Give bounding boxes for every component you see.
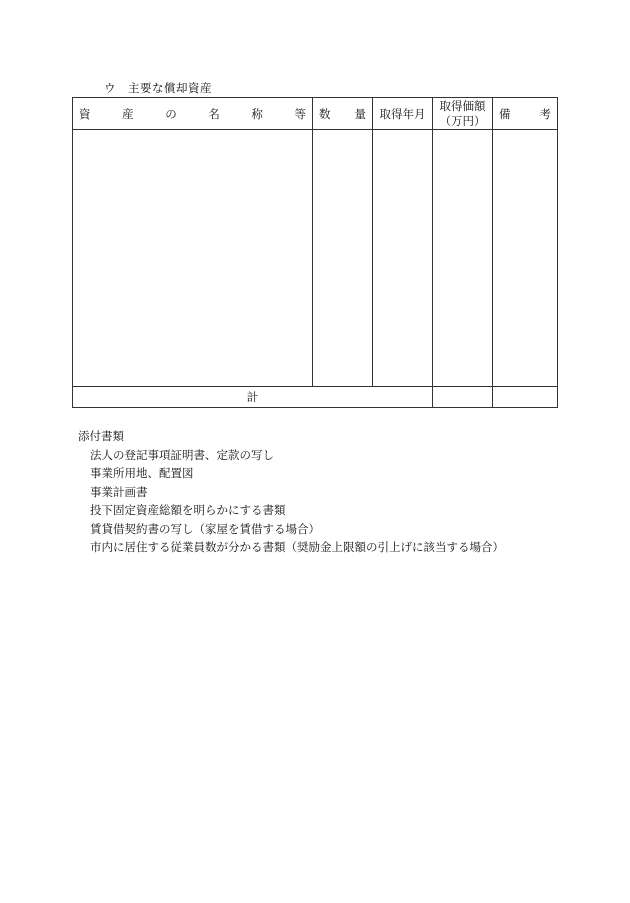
attachments-section: [78, 427, 504, 557]
table-body-row: [73, 130, 558, 387]
cell-acquired-date: [373, 130, 433, 387]
header-acquired-date: 取得年月: [373, 98, 433, 130]
header-acquired-value: 取得価額 （万円）: [433, 98, 493, 130]
attachments-list: [78, 446, 504, 557]
table-total-row: [73, 387, 558, 408]
list-item: 賃貸借契約書の写し（家屋を賃借する場合）: [90, 521, 320, 536]
list-item: 事業計画書: [90, 484, 148, 499]
header-asset-name: 資 産 の 名 称 等: [73, 98, 313, 130]
table-header-row: [73, 98, 558, 130]
cell-acquired-value: [433, 130, 493, 387]
section-title: ウ 主要な償却資産: [104, 81, 212, 95]
total-acquired-value: [433, 387, 493, 408]
list-item: 事業所用地、配置図: [90, 466, 194, 480]
header-quantity: 数 量: [313, 98, 373, 130]
total-remarks: [493, 387, 558, 408]
list-item: 法人の登記事項証明書、定款の写し: [90, 447, 274, 462]
cell-remarks: [493, 130, 558, 387]
assets-table: [72, 97, 558, 408]
list-item: 市内に居住する従業員数が分かる書類（奨励金上限額の引上げに該当する場合）: [90, 540, 504, 554]
cell-asset-name: [73, 130, 313, 387]
cell-quantity: [313, 130, 373, 387]
total-label: 計: [73, 387, 433, 408]
attachments-title: 添付書類: [78, 429, 124, 443]
list-item: 投下固定資産総額を明らかにする書類: [90, 503, 286, 517]
header-remarks: 備 考: [493, 98, 558, 130]
